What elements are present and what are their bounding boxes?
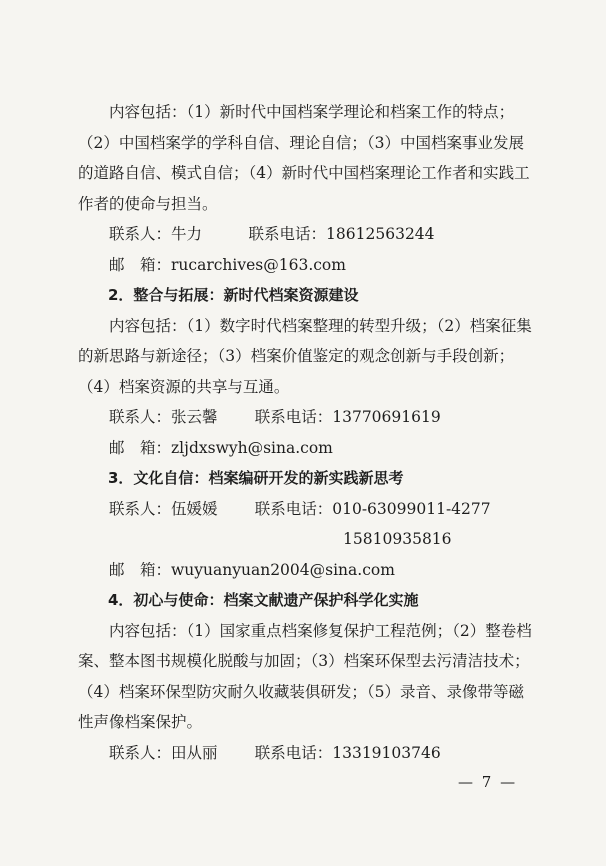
- section1-contact-line: [78, 219, 538, 250]
- email-address: rucarchives@163.com: [171, 255, 346, 274]
- email-address: wuyuanyuan2004@sina.com: [171, 560, 395, 579]
- section1-content: 内容包括：（1）新时代中国档案学理论和档案工作的特点；（2）中国档案学的学科自信、理论自信；（3）中国档案事业发展的道路自信、模式自信；（4）新时代中国档案理论工作者和实践工作者的使命与担当。: [78, 103, 530, 213]
- contact-label: 联系人：: [109, 408, 172, 426]
- section3-phone2: 15810935816: [343, 530, 452, 548]
- contact-name: 伍媛媛: [171, 499, 218, 518]
- page-number: — 7 —: [458, 773, 518, 791]
- email-address: zljdxswyh@sina.com: [171, 438, 333, 457]
- phone-number: 13319103746: [332, 743, 441, 762]
- section3-heading: 3．文化自信：档案编研开发的新实践新思考: [108, 469, 404, 487]
- contact-name: 牛力: [171, 225, 203, 243]
- section4-contact-line: [78, 738, 538, 769]
- section4-content: 内容包括：（1）国家重点档案修复保护工程范例；（2）整卷档案、整本图书规模化脱酸与加固；（3）档案环保型去污清洁技术；（4）档案环保型防灾耐久收藏装俱研发；（5）录音、录像带等磁性声像档案保护。: [78, 621, 532, 731]
- email-label: 邮 箱：: [109, 255, 172, 274]
- contact-name: 田从丽: [171, 743, 218, 762]
- phone-label: 联系电话：: [248, 225, 327, 243]
- section2-email-line: [78, 433, 538, 464]
- phone-number: 18612563244: [326, 225, 435, 243]
- contact-label: 联系人：: [109, 743, 172, 762]
- section2-heading: 2．整合与拓展：新时代档案资源建设: [108, 286, 359, 304]
- section1-email-line: [78, 250, 538, 281]
- contact-label: 联系人：: [109, 225, 172, 243]
- phone-label: 联系电话：: [254, 408, 333, 426]
- section3-email-line: [78, 555, 538, 586]
- contact-label: 联系人：: [109, 499, 172, 518]
- section2-contact-line: [78, 402, 538, 433]
- email-label: 邮 箱：: [109, 560, 172, 579]
- document-body: [78, 97, 538, 768]
- phone-number: 010-63099011-4277: [332, 499, 491, 518]
- section4-heading: 4．初心与使命：档案文献遗产保护科学化实施: [108, 591, 419, 609]
- phone-number: 13770691619: [332, 408, 441, 426]
- section3-contact-line: [78, 494, 538, 525]
- contact-name: 张云馨: [171, 408, 218, 426]
- section2-content: 内容包括：（1）数字时代档案整理的转型升级；（2）档案征集的新思路与新途径；（3）档案价值鉴定的观念创新与手段创新；（4）档案资源的共享与互通。: [78, 316, 532, 396]
- email-label: 邮 箱：: [109, 438, 172, 457]
- phone-label: 联系电话：: [254, 499, 333, 518]
- phone-label: 联系电话：: [254, 743, 333, 762]
